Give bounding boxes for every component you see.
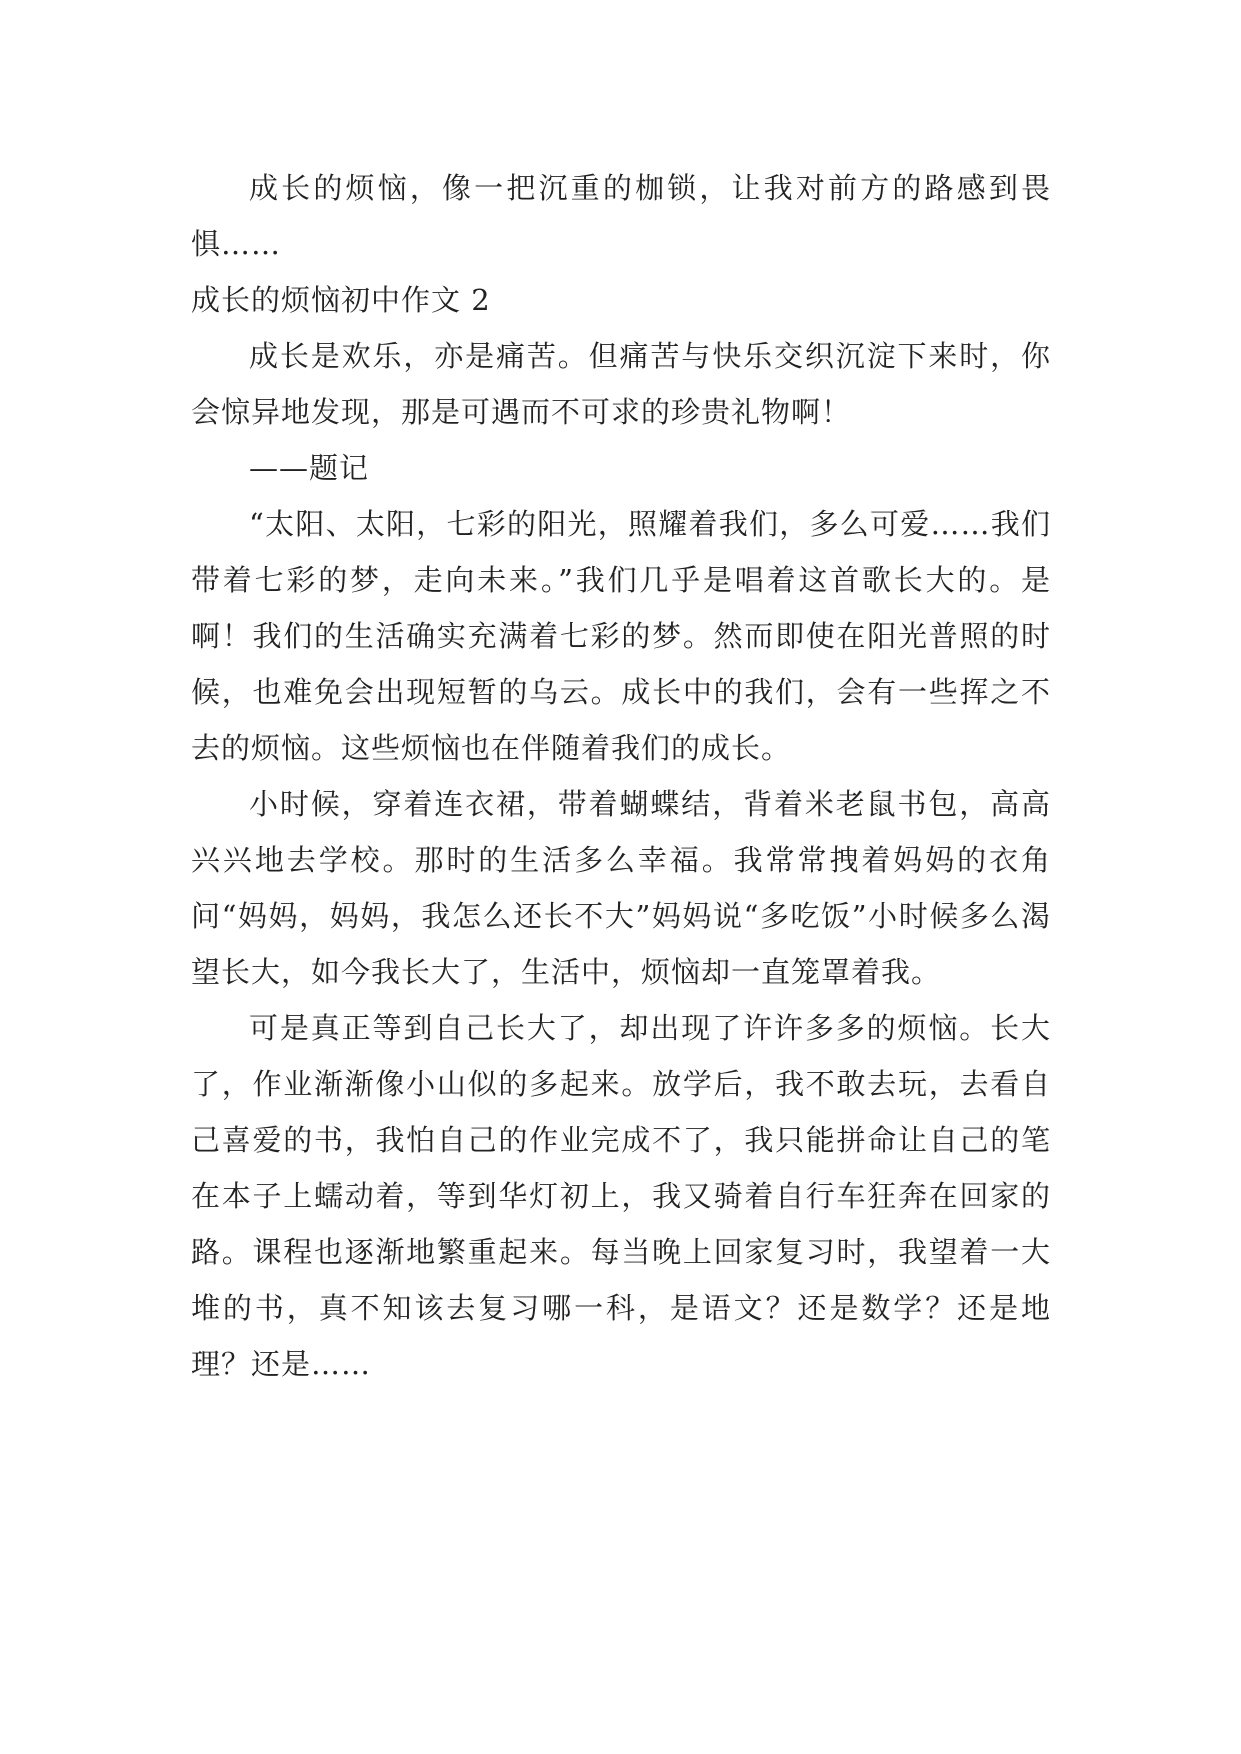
paragraph-song: “太阳、太阳，七彩的阳光，照耀着我们，多么可爱……我们带着七彩的梦，走向未来。”我们几乎是唱着这首歌长大的。是啊！我们的生活确实充满着七彩的梦。然而即使在阳光普照的时候，也难免会出现短暂的乌云。成长中的我们，会有一些挥之不去的烦恼。这些烦恼也在伴随着我们的成长。 (191, 507, 1051, 765)
essay-title: 成长的烦恼初中作文 2 (191, 283, 491, 317)
paragraph-childhood: 小时候，穿着连衣裙，带着蝴蝶结，背着米老鼠书包，高高兴兴地去学校。那时的生活多么幸福。我常常拽着妈妈的衣角问“妈妈，妈妈，我怎么还长不大”妈妈说“多吃饭”小时候多么渴望长大，如今我长大了，生活中，烦恼却一直笼罩着我。 (191, 787, 1051, 989)
epigraph-attribution: ——题记 (249, 451, 370, 485)
paragraph-growing-up: 可是真正等到自己长大了，却出现了许许多多的烦恼。长大了，作业渐渐像小山似的多起来。放学后，我不敢去玩，去看自己喜爱的书，我怕自己的作业完成不了，我只能拼命让自己的笔在本子上蠕动着，等到华灯初上，我又骑着自行车狂奔在回家的路。课程也逐渐地繁重起来。每当晚上回家复习时，我望着一大堆的书，真不知该去复习哪一科，是语文？还是数学？还是地理？还是…… (191, 1011, 1051, 1381)
document-body (191, 160, 1051, 1392)
paragraph-intro-ending: 成长的烦恼，像一把沉重的枷锁，让我对前方的路感到畏惧…… (191, 171, 1051, 261)
paragraph-epigraph: 成长是欢乐，亦是痛苦。但痛苦与快乐交织沉淀下来时，你会惊异地发现，那是可遇而不可求的珍贵礼物啊！ (191, 339, 1051, 429)
